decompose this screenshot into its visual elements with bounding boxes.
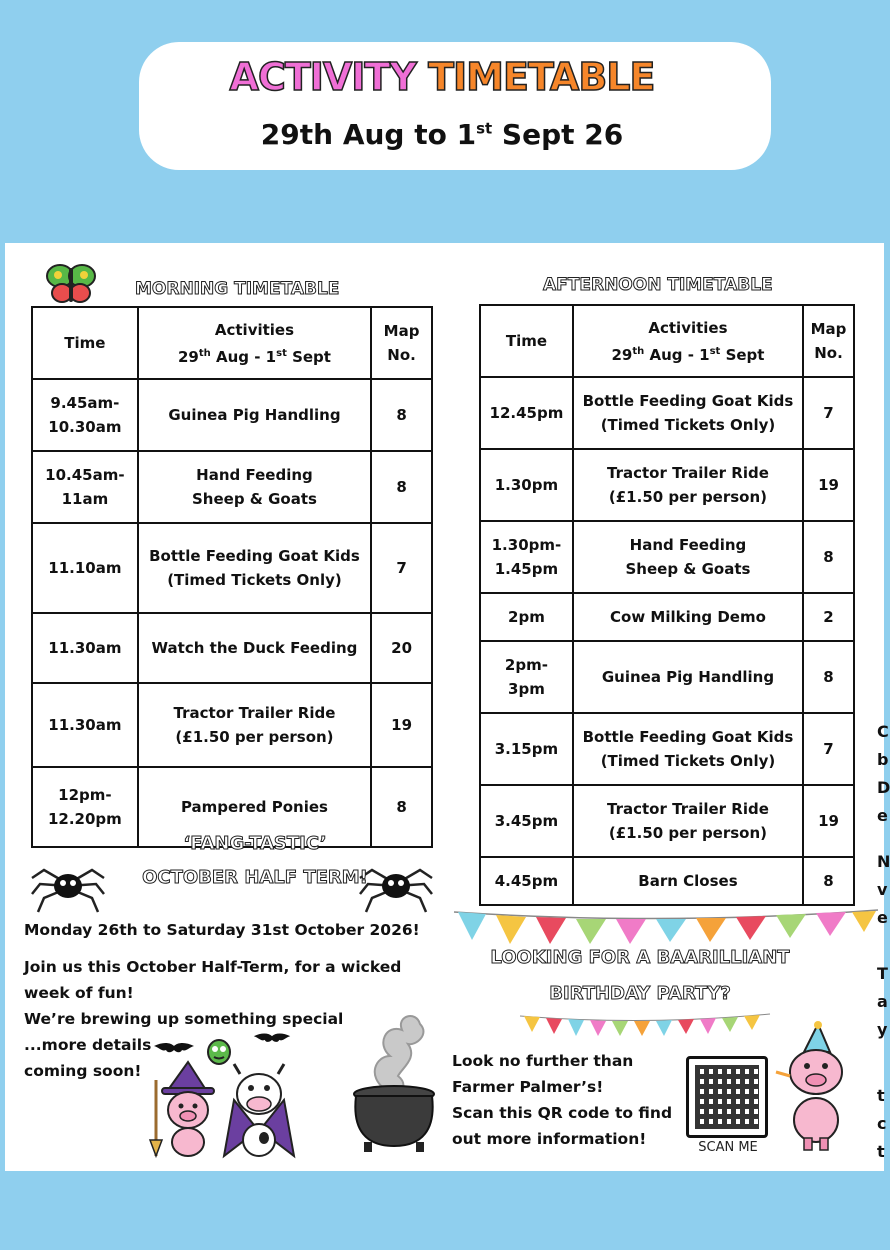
activity-cell: Cow Milking Demo: [573, 593, 803, 641]
morning-table: [31, 306, 433, 848]
cut-off-text: C b D e: [877, 722, 890, 825]
activity-cell: Bottle Feeding Goat Kids (Timed Tickets Only): [573, 713, 803, 785]
activity-cell: Hand Feeding Sheep & Goats: [138, 451, 371, 523]
col-header-map: Map No.: [803, 305, 854, 377]
activity-cell: Pampered Ponies: [138, 767, 371, 847]
table-row: [32, 451, 432, 523]
table-row: [32, 683, 432, 767]
map-cell: 8: [371, 379, 432, 451]
cut-off-text: t c t: [877, 1086, 887, 1161]
table-row: [480, 521, 854, 593]
bunting-icon: [520, 1012, 770, 1040]
cut-off-text: T a y: [877, 964, 888, 1039]
col-header-time: Time: [480, 305, 573, 377]
table-row: [480, 593, 854, 641]
time-cell: 3.15pm: [480, 713, 573, 785]
pig-icon: [774, 1022, 858, 1152]
table-row: [480, 785, 854, 857]
table-row: [480, 377, 854, 449]
time-cell: 1.30pm- 1.45pm: [480, 521, 573, 593]
bat-icon: [152, 1040, 196, 1056]
cauldron-icon: [346, 1006, 442, 1154]
time-cell: 9.45am- 10.30am: [32, 379, 138, 451]
col-header-map: Map No.: [371, 307, 432, 379]
bat-icon: [252, 1030, 292, 1046]
activity-cell: Bottle Feeding Goat Kids (Timed Tickets Only): [573, 377, 803, 449]
party-heading: LOOKING FOR A BAARILLIANT BIRTHDAY PARTY?: [490, 947, 790, 1004]
map-cell: 8: [371, 451, 432, 523]
activity-cell: Hand Feeding Sheep & Goats: [573, 521, 803, 593]
party-description: Look no further than Farmer Palmer’s! Scan this QR code to find out more information!: [452, 1052, 673, 1148]
activity-cell: Tractor Trailer Ride (£1.50 per person): [138, 683, 371, 767]
map-cell: 8: [371, 767, 432, 847]
time-cell: 3.45pm: [480, 785, 573, 857]
time-cell: 11.10am: [32, 523, 138, 613]
page-title: ACTIVITY TIMETABLE: [229, 55, 655, 99]
table-row: [480, 641, 854, 713]
time-cell: 12.45pm: [480, 377, 573, 449]
halfterm-dates: Monday 26th to Saturday 31st October 2026!: [24, 921, 420, 939]
table-row: [480, 857, 854, 905]
activity-cell: Barn Closes: [573, 857, 803, 905]
activity-cell: Guinea Pig Handling: [138, 379, 371, 451]
time-cell: 11.30am: [32, 613, 138, 683]
map-cell: 7: [371, 523, 432, 613]
activity-cell: Guinea Pig Handling: [573, 641, 803, 713]
table-row: [32, 613, 432, 683]
time-cell: 4.45pm: [480, 857, 573, 905]
map-cell: 8: [803, 641, 854, 713]
time-cell: 2pm: [480, 593, 573, 641]
col-header-activities: Activities 29th Aug - 1st Sept: [138, 307, 371, 379]
time-cell: 11.30am: [32, 683, 138, 767]
date-range: 29th Aug to 1st Sept 26: [260, 118, 624, 151]
morning-heading: MORNING TIMETABLE: [135, 279, 340, 299]
table-row: [480, 449, 854, 521]
time-cell: 12pm- 12.20pm: [32, 767, 138, 847]
table-row: [32, 379, 432, 451]
afternoon-table: [479, 304, 855, 906]
map-cell: 19: [803, 785, 854, 857]
afternoon-heading: AFTERNOON TIMETABLE: [543, 275, 773, 295]
col-header-time: Time: [32, 307, 138, 379]
map-cell: 20: [371, 613, 432, 683]
activity-cell: Watch the Duck Feeding: [138, 613, 371, 683]
time-cell: 2pm- 3pm: [480, 641, 573, 713]
col-header-activities: Activities 29th Aug - 1st Sept: [573, 305, 803, 377]
map-cell: 19: [371, 683, 432, 767]
qr-code-icon[interactable]: [686, 1056, 768, 1138]
butterfly-icon: [44, 262, 98, 306]
scan-me-label: SCAN ME: [698, 1140, 758, 1155]
table-header-row: [32, 307, 432, 379]
pig-icon: [148, 1060, 228, 1158]
table-row: [480, 713, 854, 785]
table-row: [32, 523, 432, 613]
halfterm-description: Join us this October Half-Term, for a wicked week of fun! We’re brewing up something special ...more details coming soon!: [24, 958, 402, 1080]
cow-icon: [218, 1060, 300, 1158]
map-cell: 19: [803, 449, 854, 521]
activity-cell: Tractor Trailer Ride (£1.50 per person): [573, 785, 803, 857]
table-header-row: [480, 305, 854, 377]
activity-cell: Bottle Feeding Goat Kids (Timed Tickets Only): [138, 523, 371, 613]
cut-off-text: N v e: [877, 852, 890, 927]
time-cell: 1.30pm: [480, 449, 573, 521]
map-cell: 8: [803, 857, 854, 905]
map-cell: 8: [803, 521, 854, 593]
halfterm-heading: ‘FANG-TASTIC’ OCTOBER HALF TERM!: [142, 833, 368, 888]
activity-cell: Tractor Trailer Ride (£1.50 per person): [573, 449, 803, 521]
map-cell: 7: [803, 377, 854, 449]
map-cell: 2: [803, 593, 854, 641]
map-cell: 7: [803, 713, 854, 785]
time-cell: 10.45am- 11am: [32, 451, 138, 523]
